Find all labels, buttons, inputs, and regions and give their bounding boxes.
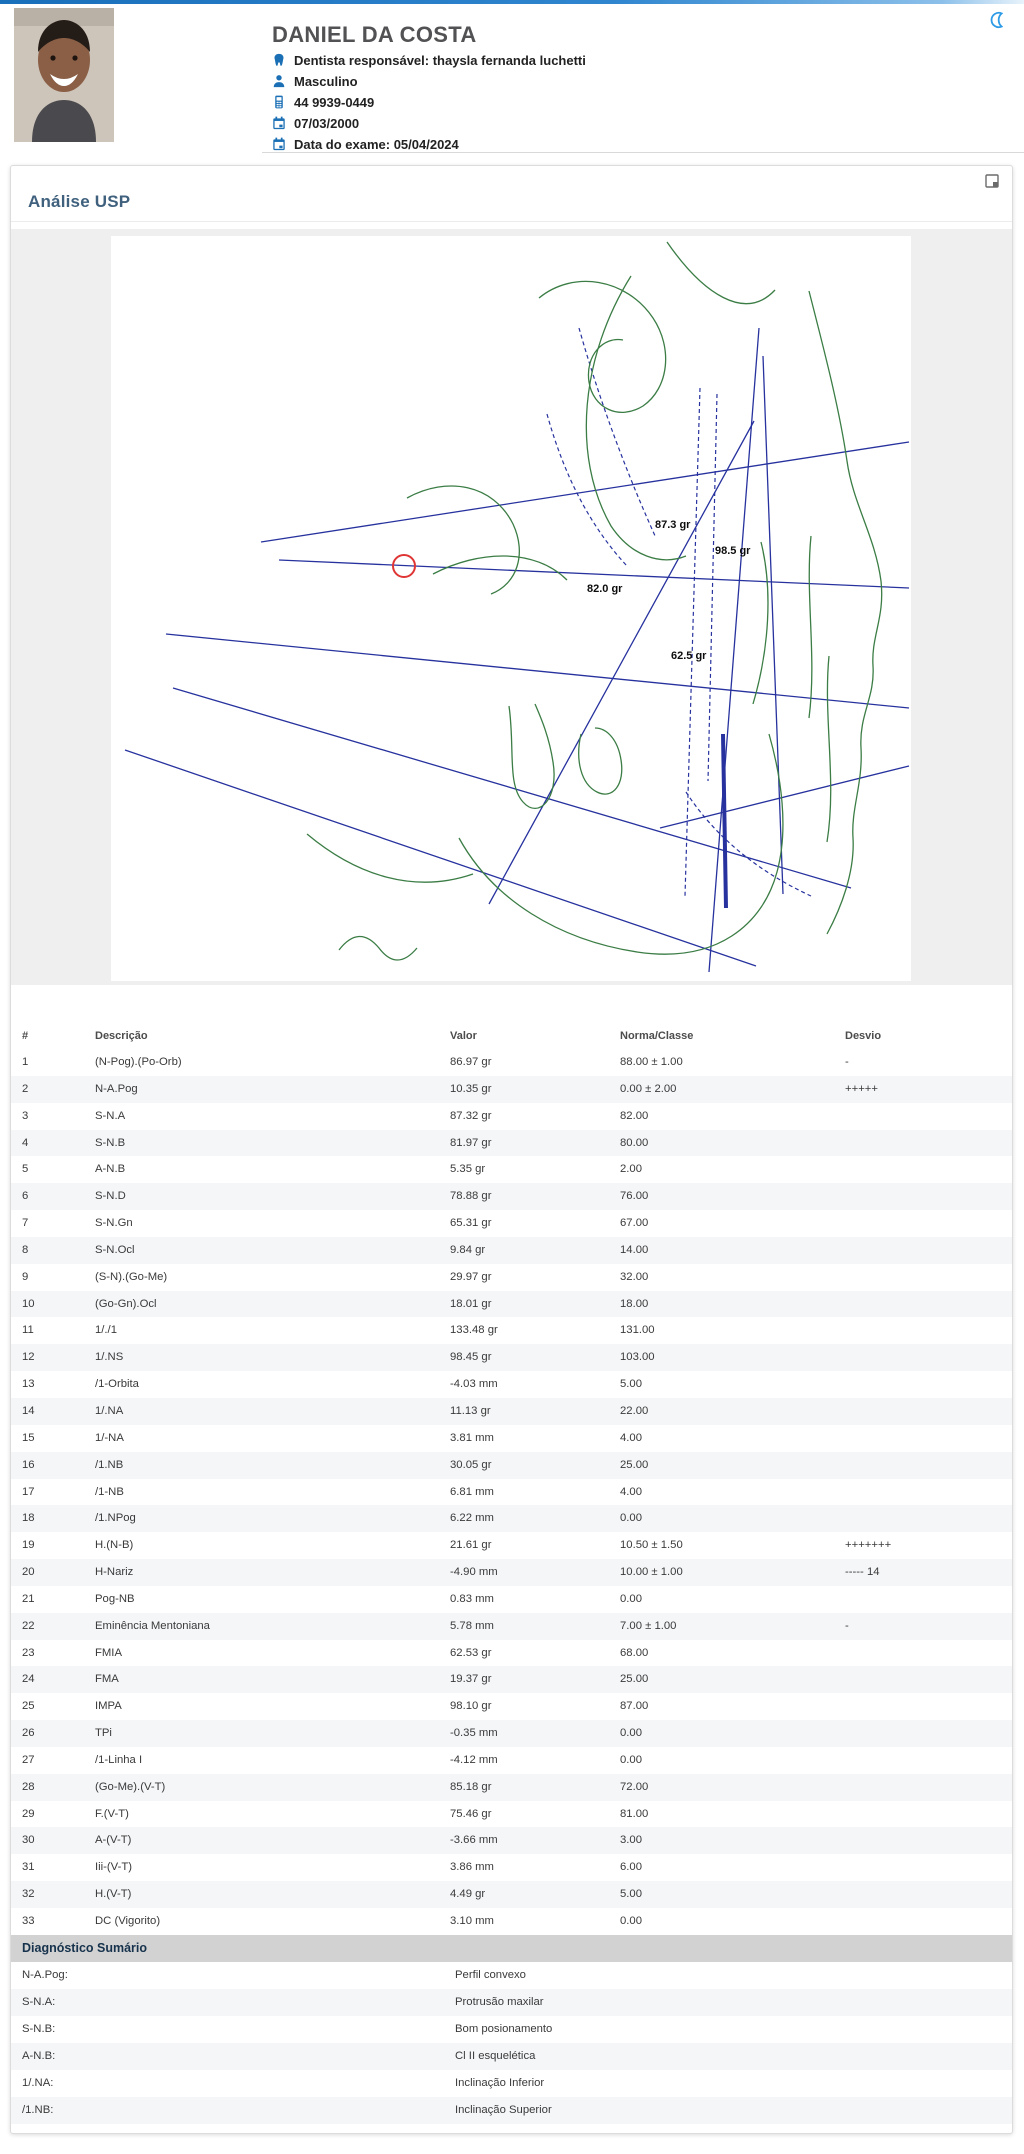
cell-num: 12 [22,1351,35,1364]
cell-num: 6 [22,1190,29,1203]
table-row [11,1130,1012,1157]
table-row [11,1720,1012,1747]
cell-norma: 0.00 [620,1915,642,1927]
cell-desc: FMA [95,1673,119,1686]
cell-num: 25 [22,1700,35,1713]
table-row [11,1156,1012,1183]
cell-num: 7 [22,1217,29,1230]
cell-num: 1 [22,1056,29,1068]
cell-norma: 3.00 [620,1834,642,1847]
cell-norma: 68.00 [620,1646,649,1659]
cell-num: 32 [22,1888,35,1901]
diagnosis-row [11,2043,1012,2070]
cell-num: 8 [22,1243,29,1256]
col-header-desc: Descrição [95,1030,148,1042]
cephalometric-tracing [111,236,911,981]
diagnosis-row [11,1989,1012,2016]
cell-num: 5 [22,1163,29,1176]
col-header-num: # [22,1030,29,1042]
table-row [11,1049,1012,1076]
cell-desvio: - [845,1056,849,1068]
table-body [11,1049,1012,1935]
cell-desc: H.(V-T) [95,1888,132,1901]
cell-valor: 9.84 gr [450,1243,486,1256]
cell-norma: 18.00 [620,1297,649,1310]
diagnosis-value: Bom posionamento [455,2023,553,2035]
table-row [11,1613,1012,1640]
cell-norma: 131.00 [620,1324,655,1337]
cell-desc: S-N.A [95,1109,126,1122]
table-row [11,1774,1012,1801]
cell-norma: 67.00 [620,1217,649,1230]
cell-num: 23 [22,1646,35,1659]
cell-norma: 4.00 [620,1485,642,1498]
cell-valor: 3.10 mm [450,1915,494,1927]
angle-label: 98.5 gr [715,545,751,557]
diagnosis-row [11,2070,1012,2097]
diagnosis-value: Inclinação Superior [455,2104,552,2116]
cell-desc: DC (Vigorito) [95,1915,161,1927]
cell-num: 13 [22,1378,35,1391]
diagnosis-body [11,1962,1012,2124]
cell-desc: A-N.B [95,1163,126,1176]
cell-desc: TPi [95,1727,112,1740]
cell-norma: 4.00 [620,1431,642,1444]
table-row [11,1827,1012,1854]
cell-valor: 21.61 gr [450,1539,492,1552]
cell-desc: H.(N-B) [95,1539,134,1552]
diagnosis-label: S-N.B: [22,2023,56,2035]
diagnosis-row [11,1962,1012,1989]
cell-num: 20 [22,1566,35,1579]
top-accent-bar [0,0,1024,4]
cell-norma: 10.00 ± 1.00 [620,1566,683,1579]
diagnosis-label: 1/.NA: [22,2077,54,2089]
cell-valor: 3.86 mm [450,1861,494,1874]
cell-desc: FMIA [95,1646,122,1659]
person-icon [272,74,286,88]
cell-num: 14 [22,1404,35,1417]
cell-valor: 86.97 gr [450,1056,492,1068]
cell-norma: 103.00 [620,1351,655,1364]
cell-valor: 3.81 mm [450,1431,494,1444]
table-row [11,1371,1012,1398]
table-row [11,1586,1012,1613]
cell-valor: 81.97 gr [450,1136,492,1149]
phone-line [272,94,374,110]
cell-valor: -0.35 mm [450,1727,498,1740]
cell-num: 22 [22,1619,35,1632]
cell-desc: 1/.NA [95,1404,124,1417]
cell-desc: S-N.B [95,1136,126,1149]
birthdate-line [272,115,359,131]
cell-norma: 87.00 [620,1700,649,1713]
diagnosis-label: N-A.Pog: [22,1969,68,1981]
cell-norma: 72.00 [620,1780,649,1793]
diagnosis-summary [11,1935,1012,2124]
cell-norma: 25.00 [620,1673,649,1686]
cell-valor: 85.18 gr [450,1780,492,1793]
cell-num: 4 [22,1136,29,1149]
cell-desc: Eminência Mentoniana [95,1619,210,1632]
cell-valor: -4.90 mm [450,1566,498,1579]
cell-num: 27 [22,1753,35,1766]
table-row [11,1103,1012,1130]
cell-num: 17 [22,1485,35,1498]
table-row [11,1693,1012,1720]
cell-norma: 32.00 [620,1270,649,1283]
cell-norma: 81.00 [620,1807,649,1820]
cell-valor: 0.83 mm [450,1592,494,1605]
diagnosis-label: S-N.A: [22,1996,56,2008]
table-row [11,1237,1012,1264]
cell-desc: 1/-NA [95,1431,124,1444]
cell-num: 15 [22,1431,35,1444]
table-row [11,1666,1012,1693]
cell-valor: 29.97 gr [450,1270,492,1283]
table-row [11,1264,1012,1291]
cell-norma: 0.00 ± 2.00 [620,1082,677,1095]
cell-valor: -3.66 mm [450,1834,498,1847]
cell-norma: 10.50 ± 1.50 [620,1539,683,1552]
cell-desc: N-A.Pog [95,1082,138,1095]
diagnosis-row [11,2097,1012,2124]
patient-name: DANIEL DA COSTA [272,22,477,47]
table-row [11,1344,1012,1371]
cell-norma: 0.00 [620,1592,642,1605]
cell-num: 26 [22,1727,35,1740]
cell-norma: 80.00 [620,1136,649,1149]
calendar-icon [272,137,286,151]
cell-norma: 0.00 [620,1512,642,1525]
cell-valor: 19.37 gr [450,1673,492,1686]
table-row [11,1183,1012,1210]
measurements-table [11,1025,1012,1935]
cell-norma: 82.00 [620,1109,649,1122]
cell-desc: (S-N).(Go-Me) [95,1270,168,1283]
diagnosis-value: Protrusão maxilar [455,1996,544,2008]
diagnosis-label: /1.NB: [22,2104,54,2116]
table-row [11,1398,1012,1425]
col-header-desvio: Desvio [845,1030,882,1042]
diagnosis-value: Inclinação Inferior [455,2077,545,2089]
table-row [11,1425,1012,1452]
table-row [11,1854,1012,1881]
cell-norma: 22.00 [620,1404,649,1417]
dentist-text: Dentista responsável: thaysla fernanda luchetti [294,52,586,68]
patient-photo-placeholder [14,8,114,142]
cell-valor: 133.48 gr [450,1324,498,1337]
cell-norma: 5.00 [620,1378,642,1391]
angle-label: 62.5 gr [671,650,707,662]
cell-desvio: +++++ [845,1082,878,1095]
cell-num: 29 [22,1807,35,1820]
table-row [11,1479,1012,1506]
cell-num: 18 [22,1512,35,1525]
cell-num: 33 [22,1915,35,1927]
table-row [11,1559,1012,1586]
dark-mode-moon-icon[interactable] [988,10,1008,30]
cell-desc: (Go-Gn).Ocl [95,1297,157,1310]
cell-norma: 0.00 [620,1727,642,1740]
cell-desc: H-Nariz [95,1566,134,1579]
cell-desc: 1/./1 [95,1324,117,1337]
diagnosis-row [11,2016,1012,2043]
cell-norma: 25.00 [620,1458,649,1471]
patient-photo [14,8,114,142]
table-row [11,1881,1012,1908]
birthdate-text: 07/03/2000 [294,115,360,131]
cell-desc: /1.NB [95,1458,124,1471]
cell-num: 16 [22,1458,35,1471]
cell-valor: 87.32 gr [450,1109,492,1122]
tracing-drawing [111,236,911,981]
cell-valor: 98.45 gr [450,1351,492,1364]
cell-valor: 65.31 gr [450,1217,492,1230]
header-divider [262,152,1024,153]
tooth-icon [272,53,286,67]
cell-desc: S-N.D [95,1190,126,1203]
gender-text: Masculino [294,73,358,89]
cell-num: 19 [22,1539,35,1552]
cell-norma: 88.00 ± 1.00 [620,1056,683,1068]
cell-desc: /1-NB [95,1485,124,1498]
cell-num: 31 [22,1861,35,1874]
cell-desc: /1-Linha I [95,1753,143,1766]
cell-desc: A-(V-T) [95,1834,132,1847]
cell-valor: 62.53 gr [450,1646,492,1659]
cell-desvio: - [845,1619,849,1632]
cell-norma: 7.00 ± 1.00 [620,1619,677,1632]
cell-valor: 6.22 mm [450,1512,494,1525]
cell-valor: 5.35 gr [450,1163,486,1176]
table-row [11,1532,1012,1559]
table-row [11,1908,1012,1935]
cell-num: 21 [22,1592,35,1605]
cell-norma: 76.00 [620,1190,649,1203]
table-row [11,1505,1012,1532]
table-row [11,1291,1012,1318]
table-row [11,1317,1012,1344]
dentist-line [272,52,586,68]
table-row [11,1452,1012,1479]
cell-num: 30 [22,1834,35,1847]
cell-desc: S-N.Gn [95,1217,133,1230]
cell-desc: /1.NPog [95,1512,136,1525]
cell-desc: /1-Orbita [95,1378,139,1391]
angle-label: 87.3 gr [655,519,691,531]
exam-date-line [272,136,459,152]
cell-valor: -4.12 mm [450,1753,498,1766]
col-header-norma: Norma/Classe [620,1030,694,1042]
cell-valor: 18.01 gr [450,1297,492,1310]
diagnosis-value: Cl II esquelética [455,2050,536,2062]
cell-num: 2 [22,1082,29,1095]
table-row [11,1801,1012,1828]
table-row [11,1640,1012,1667]
cell-desc: 1/.NS [95,1351,124,1364]
cell-desc: S-N.Ocl [95,1243,135,1256]
cell-valor: 6.81 mm [450,1485,494,1498]
diagnosis-header: Diagnóstico Sumário [11,1935,1012,1962]
table-row [11,1210,1012,1237]
analysis-title: Análise USP [28,192,131,211]
cell-num: 24 [22,1673,35,1686]
cell-desc: Pog-NB [95,1592,135,1605]
gender-line [272,73,358,89]
cell-num: 3 [22,1109,29,1122]
cell-desvio: ----- 14 [845,1566,880,1579]
angle-label: 82.0 gr [587,583,623,595]
cell-valor: 30.05 gr [450,1458,492,1471]
cell-norma: 2.00 [620,1163,642,1176]
exam-date-text: Data do exame: 05/04/2024 [294,136,459,152]
cell-num: 11 [22,1324,34,1337]
diagnosis-value: Perfil convexo [455,1969,526,1981]
cell-desc: (Go-Me).(V-T) [95,1780,166,1793]
cell-num: 28 [22,1780,35,1793]
cell-desc: (N-Pog).(Po-Orb) [95,1056,182,1068]
cell-num: 9 [22,1270,29,1283]
phone-text: 44 9939-0449 [294,94,375,110]
cell-valor: 98.10 gr [450,1700,492,1713]
cell-valor: -4.03 mm [450,1378,498,1391]
cell-valor: 11.13 gr [450,1404,491,1417]
cell-desvio: +++++++ [845,1539,892,1552]
cell-norma: 0.00 [620,1753,642,1766]
title-underline [11,221,1012,222]
diagnosis-label: A-N.B: [22,2050,56,2062]
cell-norma: 5.00 [620,1888,642,1901]
calendar-icon [272,116,286,130]
table-row [11,1747,1012,1774]
cell-desc: IMPA [95,1700,122,1713]
expand-card-icon[interactable] [984,173,1000,189]
cell-num: 10 [22,1297,35,1310]
table-header-row [11,1025,1012,1049]
phone-icon [272,95,286,109]
table-row [11,1076,1012,1103]
cell-valor: 75.46 gr [450,1807,492,1820]
cell-valor: 4.49 gr [450,1888,486,1901]
cell-desc: Iii-(V-T) [95,1861,133,1874]
cell-norma: 6.00 [620,1861,642,1874]
cell-norma: 14.00 [620,1243,649,1256]
col-header-valor: Valor [450,1030,477,1042]
cell-valor: 5.78 mm [450,1619,494,1632]
cell-desc: F.(V-T) [95,1807,129,1820]
cell-valor: 78.88 gr [450,1190,492,1203]
cell-valor: 10.35 gr [450,1082,492,1095]
